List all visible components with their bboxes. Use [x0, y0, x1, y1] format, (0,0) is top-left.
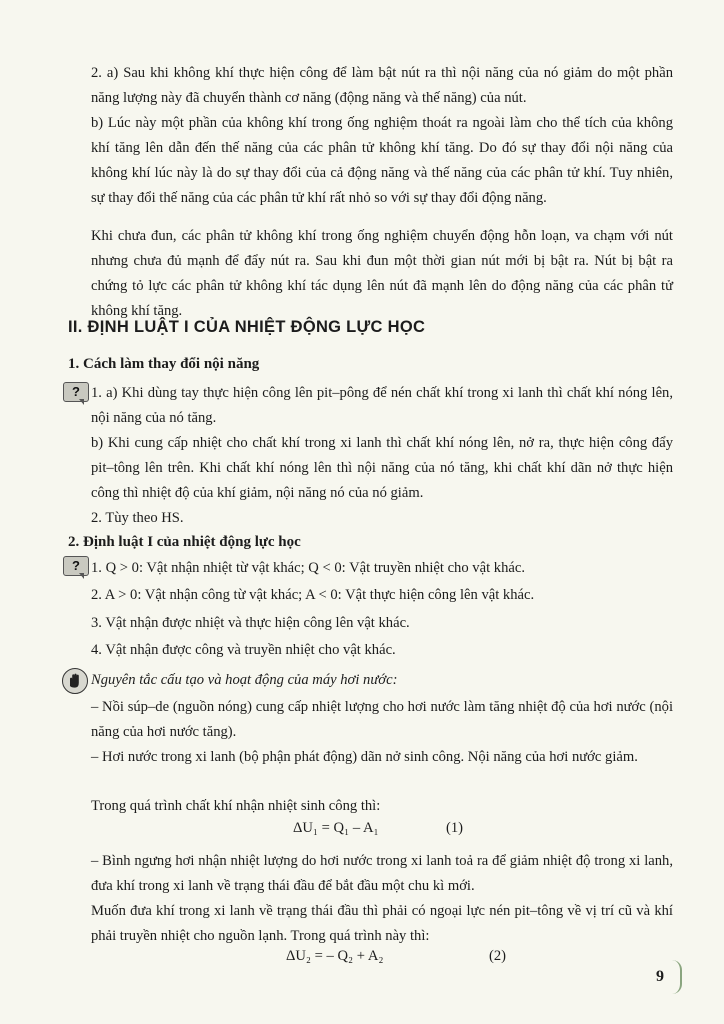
- formula-1: ΔU₁ = Q₁ – A₁: [293, 820, 379, 836]
- question-icon: ?: [63, 382, 89, 402]
- paragraph-2a: 2. a) Sau khi không khí thực hiện công để làm bật nút ra thì nội năng của nó giảm do một phần năng lượng này đã chuyển thành cơ năng (động năng và thế năng) của nút.: [91, 65, 673, 106]
- formula-2-number: (2): [489, 948, 507, 964]
- subheading-dinh-luat-i: 2. Định luật I của nhiệt động lực học: [68, 534, 301, 550]
- page-number-bracket: [670, 960, 682, 994]
- formula-1-number: (1): [446, 820, 464, 836]
- paragraph-2b: b) Lúc này một phần của không khí trong ống nghiệm thoát ra ngoài làm cho thể tích của không khí tăng lên dẫn đến thế năng của các phân tử không khí tăng. Do đó sự thay đổi nội năng của không khí lúc này là do sự thay đổi của cả động năng và thế năng của các phân tử khí. Tuy nhiên, sự thay đổi thế năng của các phân tử khí rất nhỏ so với sự thay đổi động năng.: [91, 115, 673, 206]
- answer-2-2: 2. A > 0: Vật nhận công từ vật khác; A < 0: Vật thực hiện công lên vật khác.: [91, 587, 535, 603]
- muon-dua-text: Muốn đưa khí trong xi lanh về trạng thái đầu thì phải có ngoại lực nén pit–tông về vị trí cũ và khí phải truyền nhiệt cho nguồn lạnh. Trong quá trình này thì:: [91, 903, 673, 944]
- formula-2: ΔU₂ = – Q₂ + A₂: [286, 948, 384, 964]
- answer-1b: b) Khi cung cấp nhiệt cho chất khí trong xi lanh thì chất khí nóng lên, nở ra, thực hiện công đẩy pit–tông lên trên. Khi chất khí nóng lên thì nội năng của nó tăng, khi chất khí dãn nở thực hiện công thì nhiệt độ của khí giảm, nội năng nó của nó giảm.: [91, 435, 673, 501]
- answer-1-2: 2. Tùy theo HS.: [91, 510, 184, 526]
- answer-2-4: 4. Vật nhận được công và truyền nhiệt cho vật khác.: [91, 642, 396, 658]
- question-icon: ?: [63, 556, 89, 576]
- trong-qua-trinh-text: Trong quá trình chất khí nhận nhiệt sinh công thì:: [91, 798, 381, 814]
- nguyen-tac-heading: Nguyên tắc cấu tạo và hoạt động của máy hơi nước:: [91, 672, 398, 688]
- page-number: 9: [656, 968, 664, 985]
- binh-ngung-text: – Bình ngưng hơi nhận nhiệt lượng do hơi nước trong xi lanh toả ra để giảm nhiệt độ trong xi lanh, đưa khí trong xi lanh về trạng thái đầu để bắt đầu một chu kì mới.: [91, 853, 673, 894]
- hand-icon: [62, 668, 88, 694]
- answer-2-1: 1. Q > 0: Vật nhận nhiệt từ vật khác; Q < 0: Vật truyền nhiệt cho vật khác.: [91, 560, 525, 576]
- subheading-cach-lam-thay-doi: 1. Cách làm thay đổi nội năng: [68, 356, 260, 372]
- section-heading-ii: II. ĐỊNH LUẬT I CỦA NHIỆT ĐỘNG LỰC HỌC: [68, 318, 426, 336]
- hoi-nuoc-text: – Hơi nước trong xi lanh (bộ phận phát động) dãn nở sinh công. Nội năng của hơi nước giảm.: [91, 749, 638, 765]
- noi-sup-de-text: – Nồi súp–de (nguồn nóng) cung cấp nhiệt lượng cho hơi nước làm tăng nhiệt độ của hơi nước (nội năng của hơi nước tăng).: [91, 699, 673, 740]
- answer-2-3: 3. Vật nhận được nhiệt và thực hiện công lên vật khác.: [91, 615, 410, 631]
- answer-1a: 1. a) Khi dùng tay thực hiện công lên pit–pông để nén chất khí trong xi lanh thì chất khí nóng lên, nội năng của nó tăng.: [91, 385, 673, 426]
- paragraph-khi-chua-dun: Khi chưa đun, các phân tử không khí trong ống nghiệm chuyển động hỗn loạn, va chạm với nút nhưng chưa đủ mạnh để đẩy nút ra. Sau khi đun một thời gian nút mới bị bật ra. Nút bị bật ra chứng tỏ lực các phân tử không khí tác dụng lên nút đã mạnh lên do động năng của các phân tử không khí tăng.: [91, 228, 673, 319]
